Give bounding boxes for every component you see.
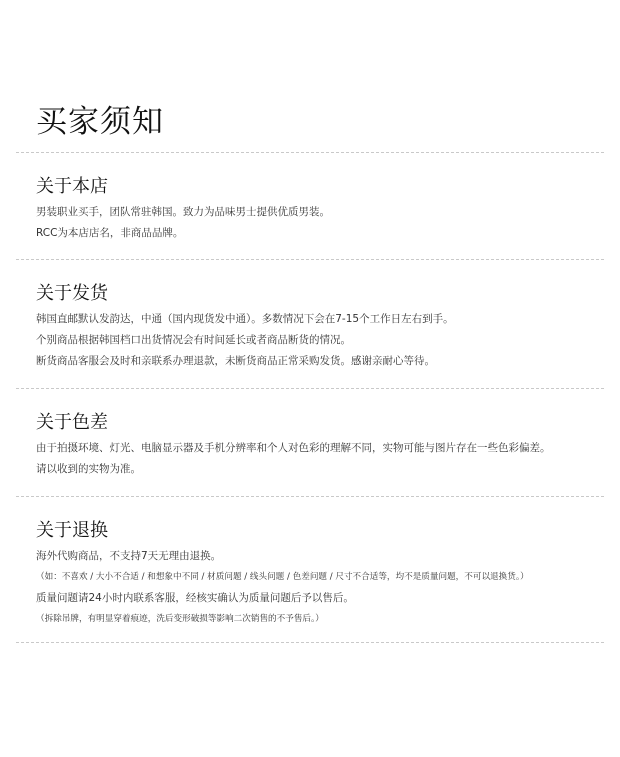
section-divider	[16, 642, 604, 643]
section-text: 断货商品客服会及时和亲联系办理退款，未断货商品正常采购发货。感谢亲耐心等待。	[36, 355, 435, 367]
section-returns	[36, 520, 606, 630]
section-color-difference	[36, 412, 606, 480]
section-title: 关于退换	[36, 520, 108, 541]
section-text: 韩国直邮默认发韵达，中通（国内现货发中通）。多数情况下会在7-15个工作日左右到手。	[36, 313, 454, 325]
section-note: （如：不喜欢 / 大小不合适 / 和想象中不同 / 材质问题 / 线头问题 / 色差问题 / 尺寸不合适等，均不是质量问题，不可以退换货。）	[36, 572, 529, 582]
section-title: 关于发货	[36, 283, 108, 304]
section-text: RCC为本店店名，非商品品牌。	[36, 227, 184, 239]
section-divider	[16, 496, 604, 497]
section-text: 男装职业买手，团队常驻韩国。致力为品味男士提供优质男装。	[36, 206, 330, 218]
section-title: 关于本店	[36, 176, 108, 197]
page-title: 买家须知	[36, 104, 164, 140]
section-text: 质量问题请24小时内联系客服，经核实确认为质量问题后予以售后。	[36, 592, 354, 604]
section-note: （拆除吊牌，有明显穿着痕迹，洗后变形破损等影响二次销售的不予售后。）	[36, 614, 324, 624]
section-text: 海外代购商品，不支持7天无理由退换。	[36, 550, 222, 562]
section-text: 个别商品根据韩国档口出货情况会有时间延长或者商品断货的情况。	[36, 334, 351, 346]
section-divider	[16, 152, 604, 153]
section-divider	[16, 388, 604, 389]
section-title: 关于色差	[36, 412, 108, 433]
section-text: 由于拍摄环境、灯光、电脑显示器及手机分辨率和个人对色彩的理解不同，实物可能与图片存在一些色彩偏差。	[36, 442, 551, 454]
section-divider	[16, 259, 604, 260]
section-about-store	[36, 176, 606, 244]
section-text: 请以收到的实物为准。	[36, 463, 141, 475]
section-shipping	[36, 283, 606, 372]
